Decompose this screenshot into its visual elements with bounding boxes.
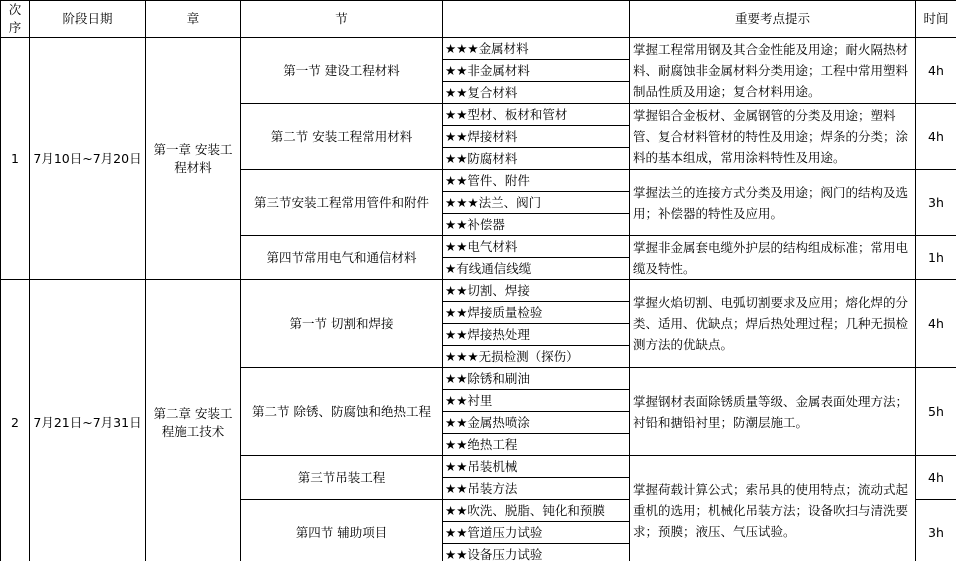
topic-item: ★★型材、板材和管材 — [443, 104, 630, 126]
header-date: 阶段日期 — [30, 1, 146, 38]
stage-date: 7月10日~7月20日 — [30, 38, 146, 280]
table-row — [1, 38, 956, 60]
key-points: 掌握火焰切割、电弧切割要求及应用；熔化焊的分类、适用、优缺点；焊后热处理过程；几种无损检测方法的优缺点。 — [630, 280, 916, 368]
header-time: 时间 — [916, 1, 956, 38]
topic-item: ★★焊接材料 — [443, 126, 630, 148]
topic-item: ★★★法兰、阀门 — [443, 192, 630, 214]
topic-item: ★★吊装机械 — [443, 456, 630, 478]
section-name: 第一节 建设工程材料 — [241, 38, 443, 104]
header-key-points: 重要考点提示 — [630, 1, 916, 38]
topic-item: ★★绝热工程 — [443, 434, 630, 456]
topic-item: ★★★无损检测（探伤） — [443, 346, 630, 368]
table-row — [1, 280, 956, 302]
key-points: 掌握非金属套电缆外护层的结构组成标准；常用电缆及特性。 — [630, 236, 916, 280]
topic-item: ★★复合材料 — [443, 82, 630, 104]
header-row — [1, 1, 956, 38]
time-cell: 1h — [916, 236, 956, 280]
key-points: 掌握钢材表面除锈质量等级、金属表面处理方法；衬铅和搪铅衬里；防潮层施工。 — [630, 368, 916, 456]
topic-item: ★★管道压力试验 — [443, 522, 630, 544]
stage-chapter: 第一章 安装工程材料 — [146, 38, 241, 280]
time-cell: 3h — [916, 500, 956, 561]
topic-item: ★★切割、焊接 — [443, 280, 630, 302]
section-name: 第三节吊装工程 — [241, 456, 443, 500]
topic-item: ★★焊接热处理 — [443, 324, 630, 346]
time-cell: 4h — [916, 456, 956, 500]
stage-order: 1 — [1, 38, 30, 280]
time-cell: 5h — [916, 368, 956, 456]
topic-item: ★★焊接质量检验 — [443, 302, 630, 324]
topic-item: ★有线通信线缆 — [443, 258, 630, 280]
time-cell: 3h — [916, 170, 956, 236]
stage-chapter: 第二章 安装工程施工技术 — [146, 280, 241, 561]
topic-item: ★★衬里 — [443, 390, 630, 412]
topic-item: ★★金属热喷涂 — [443, 412, 630, 434]
time-cell: 4h — [916, 280, 956, 368]
header-topics — [443, 1, 630, 38]
key-points: 掌握法兰的连接方式分类及用途；阀门的结构及选用；补偿器的特性及应用。 — [630, 170, 916, 236]
stage-order: 2 — [1, 280, 30, 561]
topic-item: ★★非金属材料 — [443, 60, 630, 82]
header-chapter: 章 — [146, 1, 241, 38]
topic-item: ★★★金属材料 — [443, 38, 630, 60]
topic-item: ★★防腐材料 — [443, 148, 630, 170]
stage-date: 7月21日~7月31日 — [30, 280, 146, 561]
topic-item: ★★管件、附件 — [443, 170, 630, 192]
topic-item: ★★除锈和刷油 — [443, 368, 630, 390]
section-name: 第一节 切割和焊接 — [241, 280, 443, 368]
section-name: 第四节 辅助项目 — [241, 500, 443, 561]
header-section: 节 — [241, 1, 443, 38]
header-order: 次序 — [1, 1, 30, 38]
topic-item: ★★补偿器 — [443, 214, 630, 236]
time-cell: 4h — [916, 38, 956, 104]
section-name: 第四节常用电气和通信材料 — [241, 236, 443, 280]
topic-item: ★★设备压力试验 — [443, 544, 630, 561]
section-name: 第二节 安装工程常用材料 — [241, 104, 443, 170]
topic-item: ★★吹洗、脱脂、钝化和预膜 — [443, 500, 630, 522]
topic-item: ★★电气材料 — [443, 236, 630, 258]
section-name: 第三节安装工程常用管件和附件 — [241, 170, 443, 236]
key-points: 掌握荷载计算公式；索吊具的使用特点；流动式起重机的选用；机械化吊装方法；设备吹扫与清洗要求；预膜；液压、气压试验。 — [630, 456, 916, 561]
topic-item: ★★吊装方法 — [443, 478, 630, 500]
time-cell: 4h — [916, 104, 956, 170]
key-points: 掌握铝合金板材、金属钢管的分类及用途；塑料管、复合材料管材的特性及用途；焊条的分类；涂料的基本组成，常用涂料特性及用途。 — [630, 104, 916, 170]
key-points: 掌握工程常用钢及其合金性能及用途；耐火隔热材料、耐腐蚀非金属材料分类用途；工程中常用塑料制品性质及用途；复合材料用途。 — [630, 38, 916, 104]
section-name: 第二节 除锈、防腐蚀和绝热工程 — [241, 368, 443, 456]
